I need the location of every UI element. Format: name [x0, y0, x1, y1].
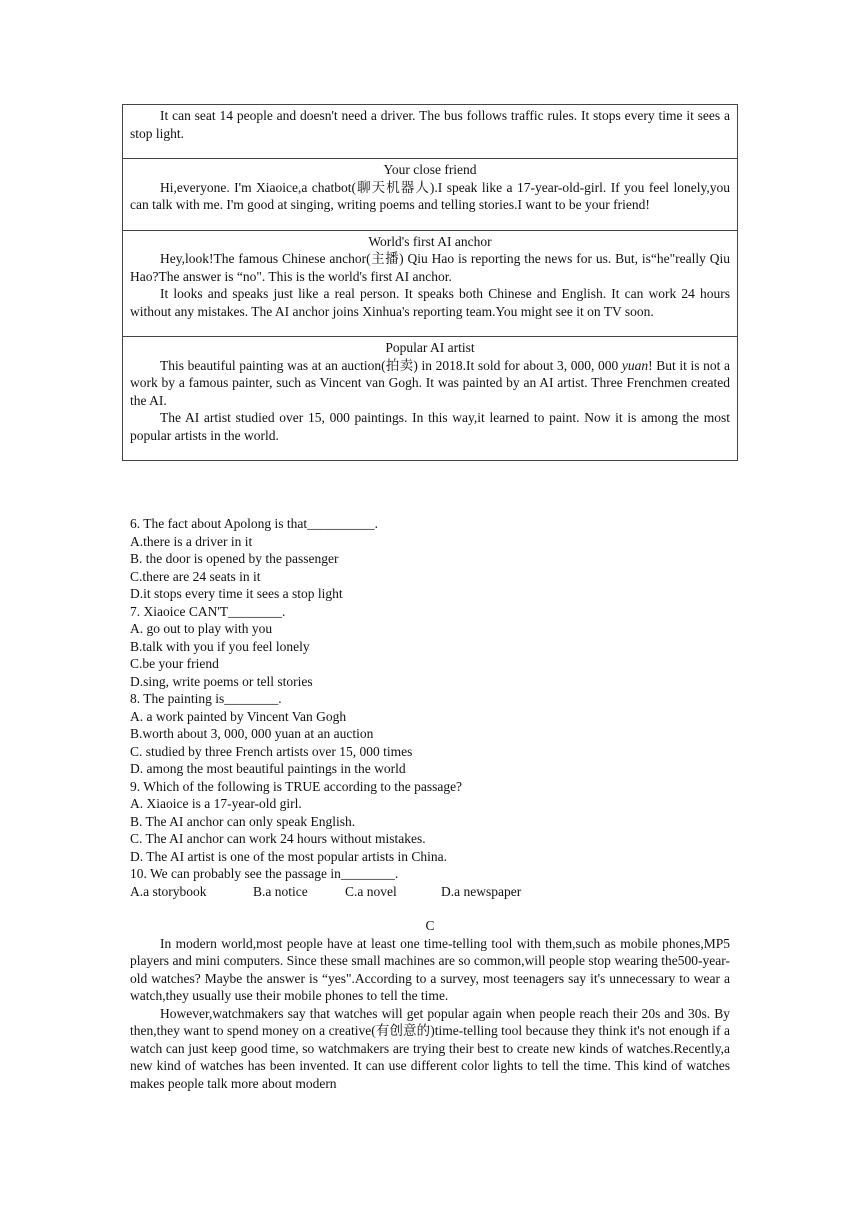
- question-6-option-a: A.there is a driver in it: [130, 533, 253, 549]
- table-cell-apolong: [123, 105, 737, 158]
- passage-table: [122, 104, 738, 461]
- question-8-option-b: B.worth about 3, 000, 000 yuan at an auction: [130, 726, 374, 741]
- question-7-option-a: A. go out to play with you: [130, 621, 273, 636]
- table-cell-ai-artist: [123, 336, 737, 460]
- question-7-option-b: B.talk with you if you feel lonely: [130, 638, 310, 654]
- question-9-option-c: C. The AI anchor can work 24 hours without mistakes.: [130, 831, 426, 846]
- ai-artist-title: Popular AI artist: [385, 340, 475, 355]
- ai-artist-p1-part-a: This beautiful painting was at an auction(拍卖) in 2018.It sold for about 3, 000, 000: [160, 357, 622, 373]
- table-cell-ai-anchor: [123, 230, 737, 337]
- question-9-option-a: A. Xiaoice is a 17-year-old girl.: [130, 796, 302, 811]
- ai-artist-paragraph-2: The AI artist studied over 15, 000 paintings. In this way,it learned to paint. Now it is among the most popular artists in the world.: [130, 410, 730, 443]
- ai-artist-p1-yuan: yuan: [621, 357, 649, 373]
- section-c-paragraph-2: However,watchmakers say that watches will get popular again when people reach their 20s and 30s. By then,they want to spend money on a creative(有创意的)time-telling tool because they think it's not enough if a watch can just keep good time, so watchmakers are trying their best to create new kinds of watches.Recently,a new kind of watches has been invented. It can use different color lights to tell the time. This kind of watches makes people talk more about modern: [130, 1005, 730, 1091]
- question-7-option-d: D.sing, write poems or tell stories: [130, 673, 313, 689]
- question-9-option-b: B. The AI anchor can only speak English.: [130, 813, 356, 829]
- questions-section: [130, 515, 730, 900]
- question-10-option-c: C.a novel: [345, 883, 397, 899]
- question-8-option-c: C. studied by three French artists over 15, 000 times: [130, 743, 413, 759]
- apolong-text: It can seat 14 people and doesn't need a driver. The bus follows traffic rules. It stops every time it sees a stop light.: [130, 108, 730, 141]
- question-10: 10. We can probably see the passage in________.: [130, 866, 399, 881]
- question-10-options: [130, 883, 730, 901]
- ai-artist-p1-part-b: ! But it is not a work by a famous painter, such as Vincent van Gogh. It was painted by an AI artist. Three Frenchmen created the AI.: [130, 357, 731, 408]
- question-8: 8. The painting is________.: [130, 691, 282, 706]
- ai-anchor-title: World's first AI anchor: [368, 233, 492, 249]
- xiaoice-text: Hi,everyone. I'm Xiaoice,a chatbot(聊天机器人).I speak like a 17-year-old-girl. If you feel lonely,you can talk with me. I'm good at singing, writing poems and telling stories.I want to be your friend!: [130, 179, 730, 212]
- ai-artist-paragraph-1: [130, 357, 730, 410]
- question-9-option-d: D. The AI artist is one of the most popular artists in China.: [130, 848, 447, 864]
- question-7-option-c: C.be your friend: [130, 656, 219, 671]
- question-8-option-d: D. among the most beautiful paintings in the world: [130, 761, 406, 776]
- ai-anchor-paragraph-2: It looks and speaks just like a real person. It speaks both Chinese and English. It can work 24 hours without any mistakes. The AI anchor joins Xinhua's reporting team.You might see it on TV soon.: [130, 286, 730, 319]
- section-c-paragraph-1: In modern world,most people have at least one time-telling tool with them,such as mobile phones,MP5 players and mini computers. Since these small machines are so common,will people stop wearing the500-year-old watches? Maybe the answer is “yes".According to a survey, most teenagers say it's unnecessary to wear a watch,they usually use their mobile phones to tell the time.: [130, 935, 730, 1003]
- ai-anchor-paragraph-1: Hey,look!The famous Chinese anchor(主播) Qiu Hao is reporting the news for us. But, is“he"really Qiu Hao?The answer is “no". This is the world's first AI anchor.: [130, 251, 730, 284]
- question-6: 6. The fact about Apolong is that__________.: [130, 516, 378, 531]
- question-8-option-a: A. a work painted by Vincent Van Gogh: [130, 708, 347, 724]
- table-cell-xiaoice: [123, 158, 737, 230]
- question-7: 7. Xiaoice CAN'T________.: [130, 603, 286, 619]
- question-10-option-b: B.a notice: [253, 883, 308, 899]
- question-6-option-c: C.there are 24 seats in it: [130, 568, 261, 584]
- question-10-option-d: D.a newspaper: [441, 883, 522, 899]
- question-10-option-a: A.a storybook: [130, 883, 207, 899]
- question-6-option-d: D.it stops every time it sees a stop light: [130, 586, 343, 601]
- question-9: 9. Which of the following is TRUE according to the passage?: [130, 778, 463, 794]
- question-6-option-b: B. the door is opened by the passenger: [130, 551, 339, 566]
- section-c: [130, 917, 730, 1092]
- xiaoice-title: Your close friend: [383, 162, 477, 177]
- section-c-title: C: [425, 918, 435, 933]
